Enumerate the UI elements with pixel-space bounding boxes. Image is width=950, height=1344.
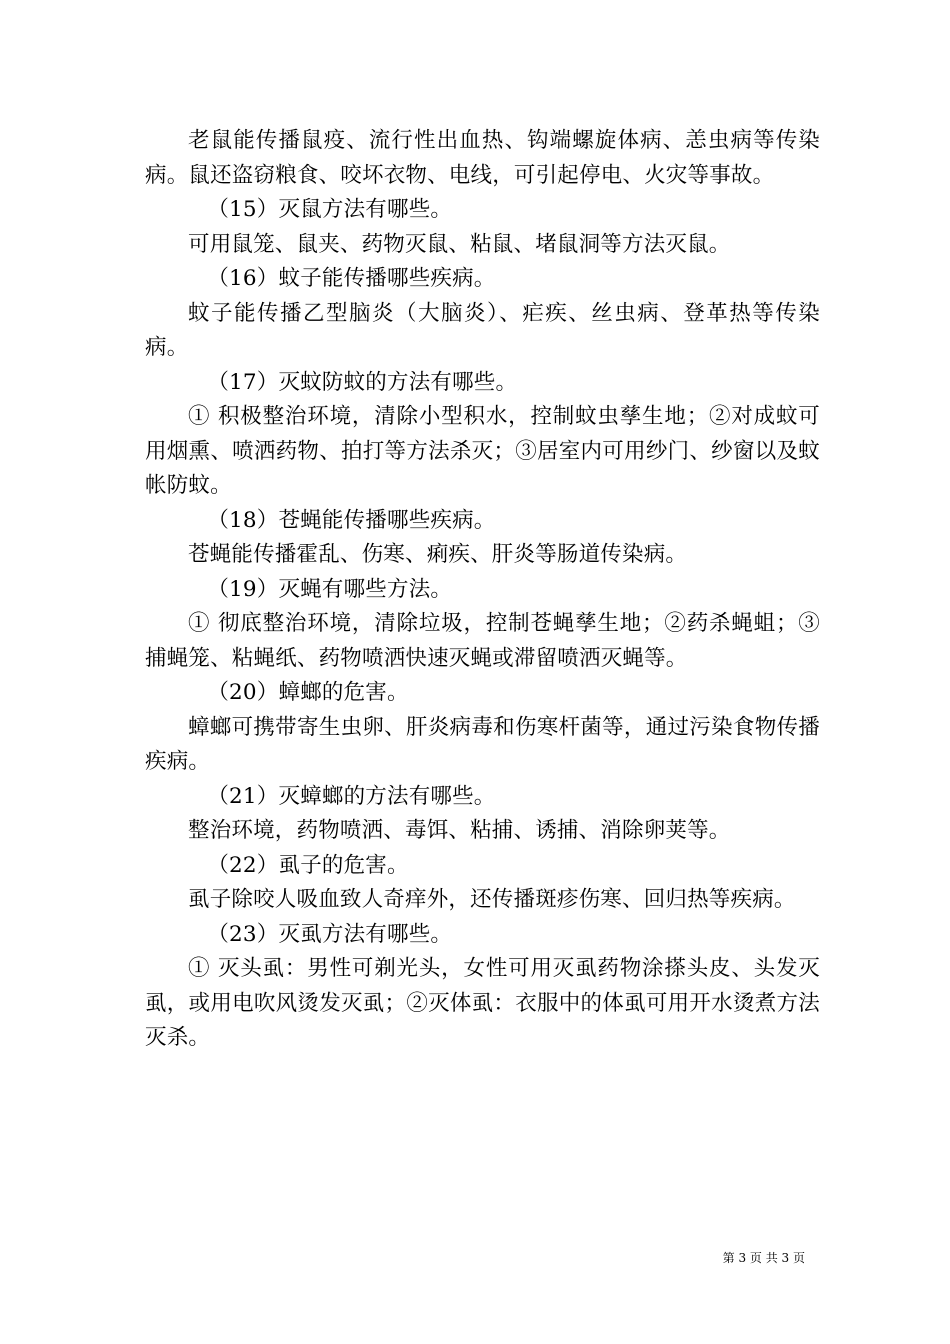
page-number-footer: 第 3 页 共 3 页: [722, 1251, 805, 1265]
section-heading: （21）灭蟑螂的方法有哪些。: [207, 783, 496, 809]
section-heading: （23）灭虱方法有哪些。: [207, 921, 453, 947]
section-heading: （22）虱子的危害。: [207, 852, 409, 878]
paragraph: ① 灭头虱：男性可剃光头，女性可用灭虱药物涂搽头皮、头发灭虱，或用电吹风烫发灭虱；②灭体虱：衣服中的体虱可用开水烫煮方法灭杀。: [145, 956, 820, 1050]
section-heading: （18）苍蝇能传播哪些疾病。: [207, 507, 496, 533]
paragraph: 苍蝇能传播霍乱、伤寒、痢疾、肝炎等肠道传染病。: [188, 542, 688, 567]
section-heading: （17）灭蚊防蚊的方法有哪些。: [207, 369, 518, 395]
section-heading: （15）灭鼠方法有哪些。: [207, 197, 453, 222]
section-heading: （19）灭蝇有哪些方法。: [207, 576, 453, 602]
paragraph: 可用鼠笼、鼠夹、药物灭鼠、粘鼠、堵鼠洞等方法灭鼠。: [188, 231, 731, 257]
section-heading: （16）蚊子能传播哪些疾病。: [207, 266, 496, 291]
paragraph: 蟑螂可携带寄生虫卵、肝炎病毒和伤寒杆菌等，通过污染食物传播疾病。: [145, 714, 820, 774]
paragraph: ① 彻底整治环境，清除垃圾，控制苍蝇孳生地；②药杀蝇蛆；③捕蝇笼、粘蝇纸、药物喷洒快速灭蝇或滞留喷洒灭蝇等。: [145, 611, 820, 671]
document-body: [145, 124, 820, 1056]
paragraph: 虱子除咬人吸血致人奇痒外，还传播斑疹伤寒、回归热等疾病。: [188, 887, 796, 912]
section-heading: （20）蟑螂的危害。: [207, 680, 409, 705]
paragraph: ① 积极整治环境，清除小型积水，控制蚊虫孳生地；②对成蚊可用烟熏、喷洒药物、拍打等方法杀灭；③居室内可用纱门、纱窗以及蚊帐防蚊。: [145, 404, 820, 498]
paragraph: 蚊子能传播乙型脑炎（大脑炎）、疟疾、丝虫病、登革热等传染病。: [145, 300, 820, 360]
paragraph: 整治环境，药物喷洒、毒饵、粘捕、诱捕、消除卵荚等。: [188, 818, 731, 843]
paragraph: 老鼠能传播鼠疫、流行性出血热、钩端螺旋体病、恙虫病等传染病。鼠还盗窃粮食、咬坏衣物、电线，可引起停电、火灾等事故。: [145, 128, 820, 188]
